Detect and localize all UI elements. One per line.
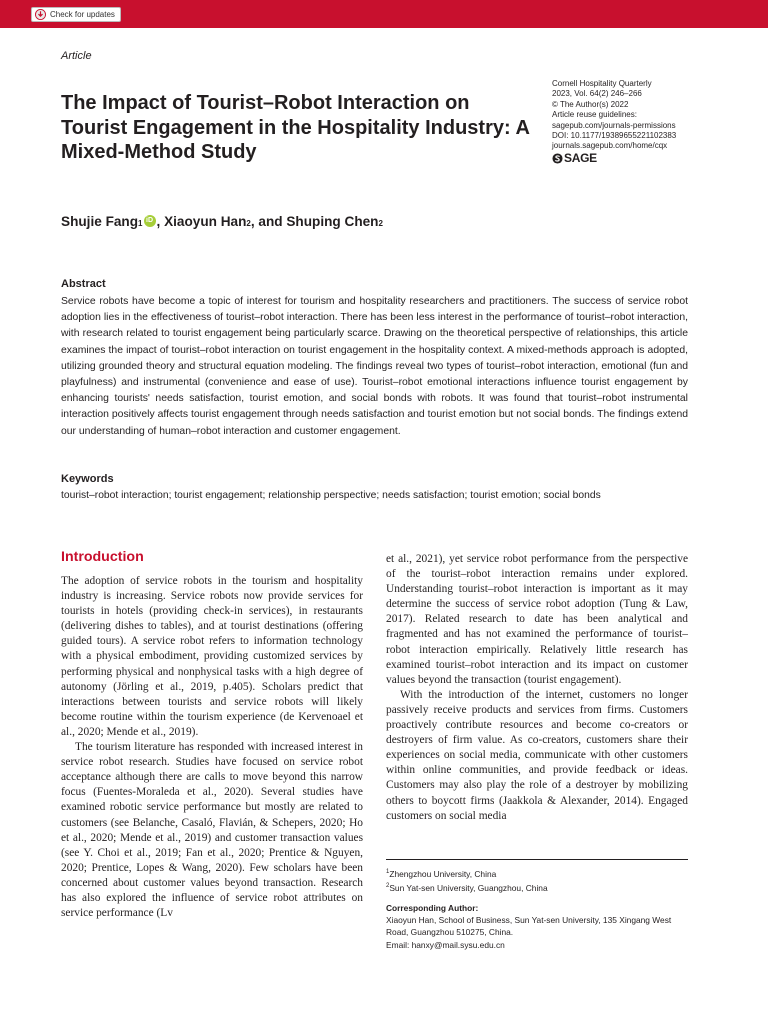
affiliation-2-text: Sun Yat-sen University, Guangzhou, China [389,882,548,893]
corresponding-author-heading: Corresponding Author: [386,903,479,913]
author-3-affiliation: 2 [378,219,383,228]
keywords-heading: Keywords [61,473,114,485]
journal-volume: 2023, Vol. 64(2) 246–266 [552,89,642,99]
affiliation-2 [386,880,688,894]
sage-logo-text: SAGE [564,151,597,166]
copyright: © The Author(s) 2022 [552,99,629,109]
author-2-affiliation: 2 [246,219,251,228]
author-list [61,214,383,231]
abstract-text: Service robots have become a topic of interest for tourism and hospitality researchers and practitioners. The success of service robot adoption lies in the effectiveness of tourist–robot interaction. There has been less interest in the performance of tourist–robot interaction, with research related to tourist engagement being particularly scarce. Drawing on the theoretical perspective of relationships, this article examines the impact of tourist–robot interaction on tourist engagement in the hospitality context. A mixed-methods approach is adopted, utilizing grounded theory and structural equation modeling. The findings reveal two types of tourist–robot interaction, emotional (fun and playfulness) and instrumental (convenience and ease of use). Tourist–robot emotional interactions influence tourist engagement by enhancing tourists' needs satisfaction, tourist emotion, and social bonds with robots. It was found that tourist–robot instrumental interaction positively affects tourist engagement through needs satisfaction and tourist emotion but not social bonds. The findings extend our understanding of human–robot interaction and customer engagement. [61,296,688,437]
check-updates-label: Check for updates [50,10,115,19]
sage-logo-icon [552,153,563,164]
check-for-updates-button[interactable] [31,7,121,22]
author-separator: , [156,214,165,229]
author-separator: , and [250,214,287,229]
reuse-label: Article reuse guidelines: [552,110,637,120]
sage-logo [552,153,732,164]
affiliation-2-sup: 2 [386,883,390,889]
introduction-heading: Introduction [61,549,144,565]
journal-meta [552,79,732,164]
paragraph: The tourism literature has responded with increased interest in service robot research. Studies have focused on service robot acceptance although there are calls to move beyond this narrow focus (Fuentes-Moraleda et al., 2020). Several studies have examined robotic service performance but mostly are related to customers (see Belanche, Casaló, Flavián, & Schepers, 2020; Ho et al., 2020; Mende et al., 2019) and customer transaction values (see Y. Choi et al., 2019; Fan et al., 2020; Prentice & Nguyen, 2020; Prentice, Lopes & Wang, 2020). Few scholars have been concerned about customer values beyond transaction. Research has also explored the influence of service robot attributes on service performance (Lv [61,741,363,920]
affiliation-1-sup: 1 [386,869,390,875]
author-3: Shuping Chen [286,214,379,229]
abstract-heading: Abstract [61,278,106,290]
author-1: Shujie Fang [61,214,139,229]
affiliation-1 [386,866,688,880]
corresponding-author-email[interactable]: Email: hanxy@mail.sysu.edu.cn [386,939,505,950]
keywords-text: tourist–robot interaction; tourist engagement; relationship perspective; needs satisfaction; tourist emotion; social bonds [61,490,601,501]
affiliation-1-text: Zhengzhou University, China [389,868,497,879]
orcid-icon[interactable]: iD [144,215,156,227]
top-bar [0,0,768,28]
journal-home-link[interactable]: journals.sagepub.com/home/cqx [552,141,668,151]
body-column-right [386,552,688,824]
check-updates-icon [35,9,46,20]
footnote-divider [386,859,688,860]
article-title: The Impact of Tourist–Robot Interaction on Tourist Engagement in the Hospitality Industry: A Mixed-Method Study [61,92,530,163]
author-1-affiliation: 1 [138,219,143,228]
paragraph: The adoption of service robots in the tourism and hospitality industry is increasing. Service robots now provide services for tourists in hotels (providing check-in services), in restaurants (delivering dishes to tables), and at tourist destinations (offering guided tours). A service robot refers to information technology with a physical embodiment, providing customized services by performing physical and nonphysical tasks with a high degree of autonomy (Jörling et al., 2019, p.405). Scholars predict that interactions between tourists and service robots will likely become routine within the tourism experience (de Kervenoael et al., 2020; Mende et al., 2019). [61,575,363,738]
doi-link[interactable]: DOI: 10.1177/19389655221102383 [552,131,677,141]
author-2: Xiaoyun Han [164,214,247,229]
article-type-label: Article [61,50,92,62]
corresponding-author-address: Xiaoyun Han, School of Business, Sun Yat-sen University, 135 Xingang West Road, Guangzhou 510275, China. [386,915,672,938]
permissions-link[interactable]: sagepub.com/journals-permissions [552,120,676,130]
paragraph: et al., 2021), yet service robot performance from the perspective of the tourist–robot interaction remains under explored. Understanding tourist–robot interaction is important as it may determine the success of service robot adoption (Tung & Law, 2017). Related research to date has been analytical and fragmented and has not examined the performance of tourist–robot interaction empirically. Relatively little research has examined tourist–robot interaction and its impact on customer values beyond the transaction (tourist engagement). [386,553,688,686]
footnotes [386,866,688,951]
journal-name: Cornell Hospitality Quarterly [552,79,652,88]
body-column-left [61,574,363,921]
paragraph: With the introduction of the internet, customers no longer passively receive products and services from firms. Customers proactively contribute resources and become co-creators or destroyers of firm value. As co-creators, customers share their experiences on social media, communicate with other customers within online communities, and provide feedback or ideas. Customers may also play the role of a destroyer by mobilizing others to boycott firms (Jaakkola & Alexander, 2014). Engaged customers on social media [386,688,688,822]
